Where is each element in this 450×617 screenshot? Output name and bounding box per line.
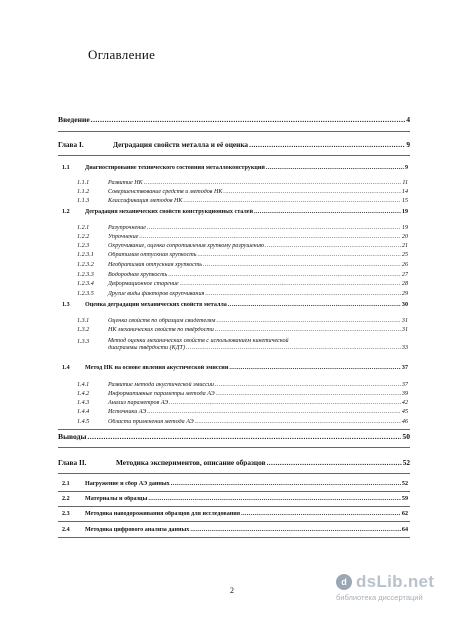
toc-row-1-4-5[interactable] xyxy=(77,419,408,425)
toc-label: Деградация свойств металла и её оценка xyxy=(113,141,249,149)
divider xyxy=(58,521,410,522)
toc-row-1-2-1[interactable] xyxy=(77,225,408,231)
toc-number: 1.1 xyxy=(62,165,70,171)
toc-row-1-2-3-2[interactable] xyxy=(77,262,408,268)
toc-dots xyxy=(249,141,405,148)
toc-label: Упрочнение xyxy=(108,234,139,240)
toc-label: Введение xyxy=(58,116,90,124)
toc-dots xyxy=(203,262,401,268)
toc-label: Необратимая отпускная хрупкость xyxy=(108,262,203,268)
toc-label-line: Метод оценки механических свойств с использованием кинетической xyxy=(108,338,289,344)
toc-page: 31 xyxy=(401,318,408,324)
toc-label: Нагружение и сбор АЭ данных xyxy=(85,481,170,487)
toc-dots xyxy=(241,511,401,517)
toc-label: Развитие метода акустической эмиссии xyxy=(108,382,214,388)
toc-page: 30 xyxy=(401,302,408,308)
toc-label: Классификация методов НК xyxy=(108,198,183,204)
toc-page: 50 xyxy=(402,433,410,441)
toc-number: 1.4.1 xyxy=(77,382,90,388)
divider xyxy=(58,537,410,538)
toc-page: 21 xyxy=(401,243,408,249)
toc-page: 33 xyxy=(401,345,408,351)
toc-label: Выводы xyxy=(58,433,87,441)
toc-dots xyxy=(216,391,401,397)
toc-page: 39 xyxy=(401,391,408,397)
toc-label: Оценка свойств по образцам свидетелям xyxy=(108,318,216,324)
toc-row-intro[interactable] xyxy=(58,116,410,124)
toc-row-1-2-3-1[interactable] xyxy=(77,252,408,258)
toc-dots xyxy=(139,234,401,240)
page-number: 2 xyxy=(230,586,234,595)
page-title: Оглавление xyxy=(88,47,156,62)
toc-row-1-4-4[interactable] xyxy=(77,409,408,415)
toc-row-chapter-1[interactable] xyxy=(58,141,410,148)
toc-number: 2.4 xyxy=(62,527,70,533)
toc-label: Диагностирование технического состояния металлоконструкций xyxy=(85,165,265,171)
toc-number: 1.4.5 xyxy=(77,419,90,425)
toc-dots xyxy=(180,281,401,287)
toc-number: 1.1.1 xyxy=(77,180,90,186)
toc-number: 1.1.3 xyxy=(77,198,90,204)
toc-page: 59 xyxy=(401,496,408,502)
toc-page: 42 xyxy=(401,400,408,406)
toc-dots xyxy=(186,345,401,351)
toc-label: Методика экспериментов, описание образцов xyxy=(116,459,266,467)
toc-label: Обратимая отпускная хрупкость xyxy=(108,252,197,258)
toc-label: Развитие НК xyxy=(108,180,143,186)
toc-page: 37 xyxy=(401,382,408,388)
divider xyxy=(58,491,410,492)
toc-number: 1.2.2 xyxy=(77,234,90,240)
toc-page: 37 xyxy=(401,365,408,371)
toc-number: 1.2 xyxy=(62,209,70,215)
toc-label: Водородная хрупкость xyxy=(108,272,168,278)
toc-number: 1.2.3.5 xyxy=(77,291,94,297)
toc-row-1-3-2[interactable] xyxy=(77,327,408,333)
toc-dots xyxy=(197,252,400,258)
toc-label: Методика наводороживания образцов для исследования xyxy=(85,511,241,517)
toc-dots xyxy=(215,382,401,388)
toc-row-2-1[interactable] xyxy=(62,481,408,487)
toc-dots xyxy=(254,209,401,215)
divider xyxy=(58,506,410,507)
toc-label: Деформационное старение xyxy=(108,281,179,287)
watermark xyxy=(336,572,434,602)
toc-row-1-2-2[interactable] xyxy=(77,234,408,240)
toc-label: НК механических свойств по твёрдости xyxy=(108,327,214,333)
toc-page: 45 xyxy=(401,409,408,415)
toc-page: 29 xyxy=(401,291,408,297)
toc-page: 25 xyxy=(401,252,408,258)
toc-row-1-1[interactable] xyxy=(62,165,408,171)
toc-dots xyxy=(205,291,401,297)
toc-dots xyxy=(229,365,401,371)
toc-page: 19 xyxy=(401,209,408,215)
toc-label: Материалы и образцы xyxy=(85,496,148,502)
toc-dots xyxy=(228,302,401,308)
toc-row-1-1-2[interactable] xyxy=(77,189,408,195)
toc-dots xyxy=(190,527,401,533)
toc-page: 9 xyxy=(404,165,408,171)
toc-row-1-3-3[interactable] xyxy=(108,337,408,351)
toc-row-1-1-3[interactable] xyxy=(77,198,408,204)
toc-page: 11 xyxy=(402,180,408,186)
toc-page: 31 xyxy=(401,327,408,333)
toc-page: 28 xyxy=(401,281,408,287)
toc-page: 20 xyxy=(401,234,408,240)
toc-dots xyxy=(223,189,401,195)
divider xyxy=(58,473,410,474)
toc-number: 1.2.3.2 xyxy=(77,262,94,268)
toc-dots xyxy=(148,496,401,502)
toc-number: 2.1 xyxy=(62,481,70,487)
toc-number: 1.2.1 xyxy=(77,225,90,231)
toc-row-1-3-1[interactable] xyxy=(77,318,408,324)
toc-dots xyxy=(147,225,401,231)
toc-row-2-3[interactable] xyxy=(62,511,408,517)
toc-dots xyxy=(168,272,401,278)
toc-number: 1.3.3 xyxy=(77,339,90,345)
toc-dots xyxy=(265,243,401,249)
divider xyxy=(58,155,410,156)
watermark-brand: dsLib.net xyxy=(356,572,435,591)
toc-dots xyxy=(87,433,401,441)
toc-dots xyxy=(183,198,400,204)
toc-number: 2.3 xyxy=(62,511,70,517)
divider xyxy=(58,131,410,132)
toc-page: 4 xyxy=(406,116,410,124)
toc-row-1-2-3-5[interactable] xyxy=(77,291,408,297)
toc-label: Области применения метода АЭ xyxy=(108,419,194,425)
toc-page: 46 xyxy=(401,419,408,425)
toc-number: Глава II. xyxy=(58,459,87,467)
toc-page: 14 xyxy=(401,189,408,195)
toc-row-1-4-1[interactable] xyxy=(77,382,408,388)
toc-dots xyxy=(169,400,401,406)
toc-row-1-2[interactable] xyxy=(62,209,408,215)
toc-dots xyxy=(216,318,400,324)
watermark-subtitle: библиотека диссертаций xyxy=(336,593,423,602)
toc-label: Источники АЭ xyxy=(108,409,147,415)
toc-page: 9 xyxy=(406,141,410,149)
toc-label: Методика цифрового анализа данных xyxy=(85,527,190,533)
toc-number: 1.3.1 xyxy=(77,318,90,324)
toc-page: 26 xyxy=(401,262,408,268)
toc-label: Охрупчивание, оценка сопротивления хрупкому разрушению xyxy=(108,243,265,249)
toc-row-1-4-2[interactable] xyxy=(77,391,408,397)
toc-row-1-4[interactable] xyxy=(62,365,408,371)
toc-label: Совершенствование средств и методов НК xyxy=(108,189,223,195)
toc-page: 62 xyxy=(401,511,408,517)
toc-row-1-4-3[interactable] xyxy=(77,400,408,406)
toc-number: 1.1.2 xyxy=(77,189,90,195)
toc-dots xyxy=(144,180,402,186)
toc-row-1-2-3[interactable] xyxy=(77,243,408,249)
toc-row-conclusions[interactable] xyxy=(58,433,410,441)
toc-number: 1.3 xyxy=(62,302,70,308)
toc-number: 1.4.4 xyxy=(77,409,90,415)
toc-label: Информативные параметры метода АЭ xyxy=(108,391,215,397)
toc-number: 1.4.2 xyxy=(77,391,90,397)
toc-page: 19 xyxy=(401,225,408,231)
toc-number: 1.2.3.1 xyxy=(77,252,94,258)
toc-number: 1.4 xyxy=(62,365,70,371)
toc-page: 27 xyxy=(401,272,408,278)
toc-row-chapter-2[interactable] xyxy=(58,459,410,466)
toc-label-line: диаграммы твёрдости (КДТ) xyxy=(108,345,185,351)
toc-row-1-2-3-4[interactable] xyxy=(77,281,408,287)
toc-label: Оценка деградации механических свойств металла xyxy=(85,302,227,308)
toc-page: 52 xyxy=(402,459,410,467)
toc-number: 1.2.3.4 xyxy=(77,281,94,287)
toc-dots xyxy=(215,327,401,333)
toc-label: Другие виды факторов охрупчивания xyxy=(108,291,205,297)
toc-row-1-2-3-3[interactable] xyxy=(77,272,408,278)
toc-label: Метод НК на основе явления акустической эмиссии xyxy=(85,365,229,371)
toc-dots xyxy=(147,409,401,415)
toc-number: 1.4.3 xyxy=(77,400,90,406)
toc-dots xyxy=(171,481,401,487)
toc-number: Глава I. xyxy=(58,141,84,149)
toc-dots xyxy=(91,116,405,124)
dslib-logo-icon: d xyxy=(336,574,352,590)
toc-number: 1.3.2 xyxy=(77,327,90,333)
toc-number: 1.2.3 xyxy=(77,243,90,249)
toc-number: 1.2.3.3 xyxy=(77,272,94,278)
toc-page: 52 xyxy=(401,481,408,487)
divider xyxy=(58,429,410,430)
toc-page: 64 xyxy=(401,527,408,533)
toc-row-2-2[interactable] xyxy=(62,496,408,502)
toc-number: 2.2 xyxy=(62,496,70,502)
toc-dots xyxy=(195,419,401,425)
toc-row-1-3[interactable] xyxy=(62,302,408,308)
divider xyxy=(58,447,410,448)
toc-row-2-4[interactable] xyxy=(62,527,408,533)
toc-row-1-1-1[interactable] xyxy=(77,180,408,186)
toc-label: Деградация механических свойств конструкционных сталей xyxy=(85,209,254,215)
toc-label: Разупрочнение xyxy=(108,225,146,231)
toc-label: Анализ параметров АЭ xyxy=(108,400,169,406)
toc-page: 15 xyxy=(401,198,408,204)
toc-dots xyxy=(266,165,404,171)
toc-dots xyxy=(267,459,402,466)
